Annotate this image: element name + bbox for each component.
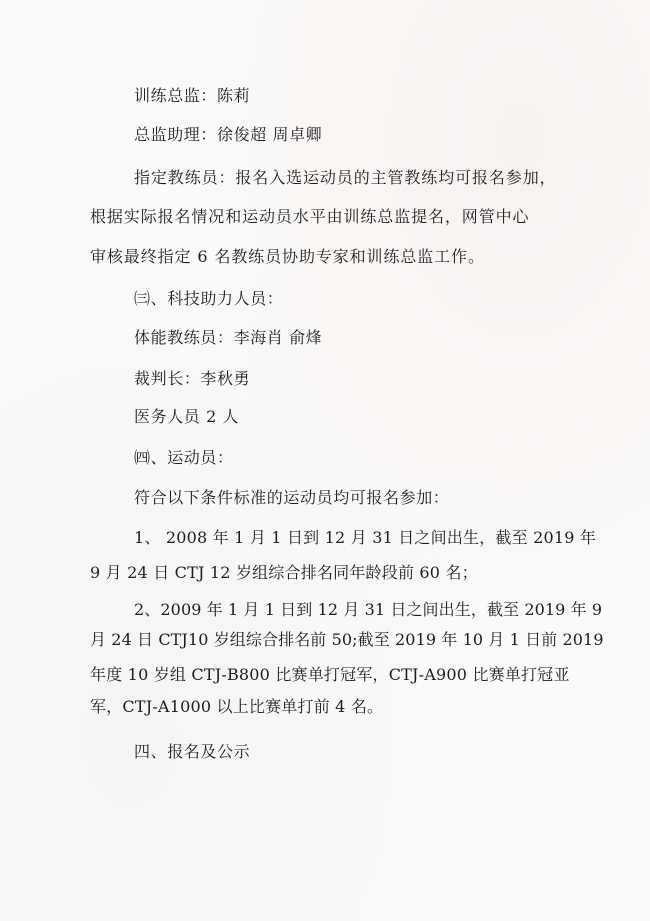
designated-coach-line-1: 指定教练员：报名入选运动员的主管教练均可报名参加， bbox=[134, 168, 557, 187]
fitness-coach-line: 体能教练员：李海肖 俞烽 bbox=[134, 328, 323, 347]
criterion-2-line-2: 月 24 日 CTJ10 岁组综合排名前 50;截至 2019 年 10 月 1 日前 2019 bbox=[90, 630, 604, 649]
designated-coach-line-3: 审核最终指定 6 名教练员协助专家和训练总监工作。 bbox=[90, 247, 485, 266]
section-heading-athletes: ㈣、运动员： bbox=[134, 448, 234, 467]
medical-staff-line: 医务人员 2 人 bbox=[134, 407, 240, 426]
criterion-2-line-3: 年度 10 岁组 CTJ-B800 比赛单打冠军，CTJ-A900 比赛单打冠亚 bbox=[90, 665, 570, 684]
training-director-line: 训练总监：陈莉 bbox=[134, 86, 251, 105]
criterion-1-line-1: 1、 2008 年 1 月 1 日到 12 月 31 日之间出生，截至 2019 年 bbox=[134, 528, 597, 547]
criterion-2-line-4: 军，CTJ-A1000 以上比赛单打前 4 名。 bbox=[90, 697, 384, 716]
section-heading-registration: 四、报名及公示 bbox=[134, 742, 251, 761]
chief-referee-line: 裁判长：李秋勇 bbox=[134, 369, 251, 388]
criterion-1-line-2: 9 月 24 日 CTJ 12 岁组综合排名同年龄段前 60 名； bbox=[90, 563, 478, 582]
designated-coach-line-2: 根据实际报名情况和运动员水平由训练总监提名，网管中心 bbox=[90, 207, 530, 226]
athlete-criteria-intro: 符合以下条件标准的运动员均可报名参加： bbox=[134, 488, 450, 507]
section-heading-tech-support: ㈢、科技助力人员： bbox=[134, 289, 284, 308]
criterion-2-line-1: 2、2009 年 1 月 1 日到 12 月 31 日之间出生，截至 2019 年 9 bbox=[134, 600, 603, 619]
director-assistant-line: 总监助理：徐俊超 周卓卿 bbox=[134, 125, 323, 144]
